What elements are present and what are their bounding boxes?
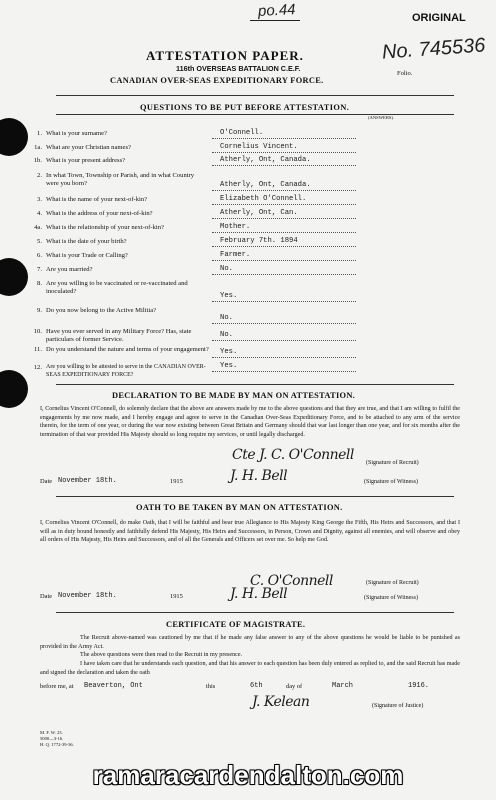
question-text: What is the date of your birth? (46, 238, 127, 245)
answer-text: Farmer. (220, 251, 251, 259)
question-number: 1b. (33, 157, 42, 164)
answer-line (212, 371, 356, 372)
oath-heading: OATH TO BE TAKEN BY MAN ON ATTESTATION. (136, 503, 343, 512)
original-label: ORIGINAL (412, 12, 466, 24)
folio-label: Folio. (397, 70, 413, 77)
witness-signature: J. H. Bell (230, 468, 288, 484)
question-text: Are you willing to be vaccinated or re-vaccinated and inoculated? (46, 280, 188, 295)
answer-text: Atherly, Ont, Canada. (220, 156, 311, 164)
certificate-body-3: I have taken care that he understands each question, and that his answer to each question has been duly entered as replied to, and the said Recruit has made and signed the declaration and taken the oath (40, 661, 460, 676)
question-text: Do you understand the nature and terms of your engagement? (46, 346, 209, 353)
day-of-label: day of (286, 683, 303, 690)
question-number: 1. (37, 130, 42, 137)
answer-text: No. (220, 265, 233, 273)
regimental-number: No. 745536 (381, 34, 487, 64)
question-number: 11. (34, 346, 42, 353)
oath-recruit-signature: C. O'Connell (250, 573, 333, 589)
justice-signature-label: (Signature of Justice) (372, 703, 424, 709)
form-code: M. F. W. 23. (40, 730, 63, 735)
answer-text: Elizabeth O'Connell. (220, 195, 307, 203)
question-text: What is your present address? (46, 157, 126, 164)
punch-hole (0, 258, 28, 296)
question-number: 4. (37, 210, 42, 217)
certificate-heading: CERTIFICATE OF MAGISTRATE. (166, 620, 306, 629)
form-codes (40, 730, 74, 748)
question-text: What is the name of your next-of-kin? (46, 196, 148, 203)
answer-text: February 7th. 1894 (220, 237, 298, 245)
divider (56, 114, 454, 115)
certificate-year: 1916. (408, 682, 430, 690)
battalion-stamp: 116th OVERSEAS BATTALION C.E.F. (176, 64, 301, 73)
ref-number: po.44 (257, 1, 296, 20)
page-title: ATTESTATION PAPER. (146, 48, 304, 63)
justice-signature: J. Kelean (252, 694, 310, 710)
question-text: What is the address of your next-of-kin? (46, 210, 153, 217)
declaration-body: I, Cornelius Vincent O'Connell, do solemnly declare that the above are answers made by me to the above questions and that they are true, and that I am willing to fulfil the engagements by me now made, and I hereby engage and agree to serve in the Canadian Over-Seas Expeditionary Force, and to be attached to any arm of the service therein, for the term of one year, or during the war now existing between Great Britain and Germany should that war last longer than one year, and for six months after the termination of that war provided His Majesty should so long require my services, or until legally discharged. (40, 406, 460, 438)
oath-witness-signature-label: (Signature of Witness) (364, 595, 418, 601)
oath-date-label: Date (40, 593, 53, 600)
question-number: 10. (33, 328, 42, 335)
witness-signature-label: (Signature of Witness) (364, 479, 418, 485)
force-name: CANADIAN OVER-SEAS EXPEDITIONARY FORCE. (110, 76, 324, 85)
question-text: Are you married? (46, 266, 93, 273)
oath-witness-signature: J. H. Bell (230, 586, 288, 602)
divider (56, 496, 454, 497)
answer-text: Atherly, Ont, Can. (220, 209, 298, 217)
question-number: 8. (37, 280, 42, 287)
watermark-text: ramaracardendalton.com (92, 760, 404, 790)
question-number: 1a. (34, 144, 42, 151)
answer-text: No. (220, 314, 233, 322)
question-number: 5. (37, 238, 42, 245)
certificate-day: 6th (250, 682, 263, 690)
question-number: 3. (37, 196, 42, 203)
before-label: before me, at (40, 683, 74, 690)
answer-line (212, 246, 356, 247)
question-text: Are you willing to be attested to serve in the CANADIAN OVER-SEAS EXPEDITIONARY FORCE? (46, 364, 206, 378)
answer-line (212, 218, 356, 219)
form-code: 5000—3-16. (40, 736, 64, 741)
answer-line (212, 274, 356, 275)
answers-label: (ANSWERS). (368, 115, 395, 120)
answer-text: No. (220, 331, 233, 339)
recruit-signature: Cte J. C. O'Connell (232, 447, 354, 463)
oath-body: I, Cornelius Vincent O'Connell, do make Oath, that I will be faithful and bear true Allegiance to His Majesty King George the Fifth, His Heirs and Successors, and that I will as in duty bound honestly and faithfully defend His Majesty, His Heirs and Successors, in Person, Crown and Dignity, against all enemies, and will observe and obey all orders of His Majesty, His Heirs and Successors, and of all the Generals and Officers set over me. So help me God. (40, 520, 460, 544)
answer-line (212, 152, 356, 153)
divider (56, 95, 454, 96)
question-number: 6. (37, 252, 42, 259)
certificate-body-1: The Recruit above-named was cautioned by me that if he made any false answer to any of the above questions he would be liable to be punished as provided in the Army Act. (40, 635, 460, 650)
declaration-date: November 18th. (58, 477, 117, 485)
answer-text: O'Connell. (220, 129, 264, 137)
answer-text: Mother. (220, 223, 251, 231)
question-text: What is the relationship of your next-of-kin? (46, 224, 164, 231)
question-number: 7. (37, 266, 42, 273)
question-text: Have you ever served in any Military Force? Has, state particulars of former Service. (46, 328, 192, 343)
date-label: Date (40, 478, 53, 485)
certificate-month: March (332, 682, 354, 690)
question-text: Do you now belong to the Active Militia? (46, 307, 157, 314)
this-label: this (206, 683, 216, 690)
answer-text: Yes. (220, 292, 238, 300)
answer-line (212, 260, 356, 261)
answer-text: Yes. (220, 348, 238, 356)
answer-line (212, 301, 356, 302)
ref-underline (250, 20, 300, 21)
divider (56, 384, 454, 385)
declaration-year: 1915 (170, 478, 183, 485)
punch-hole (0, 370, 28, 408)
answer-line (212, 204, 356, 205)
question-text: What are your Christian names? (46, 144, 131, 151)
answer-line (212, 165, 356, 166)
answer-line (212, 138, 356, 139)
question-text: In what Town, Township or Parish, and in what Country were you born? (46, 172, 195, 187)
declaration-heading: DECLARATION TO BE MADE BY MAN ON ATTESTATION. (112, 391, 356, 400)
question-text: What is your surname? (46, 130, 107, 137)
form-code: H. Q. 1772-39-36. (40, 742, 74, 747)
questions-heading: QUESTIONS TO BE PUT BEFORE ATTESTATION. (140, 103, 350, 112)
question-text: What is your Trade or Calling? (46, 252, 128, 259)
punch-hole (0, 118, 28, 156)
answer-text: Cornelius Vincent. (220, 143, 298, 151)
answer-line (212, 340, 356, 341)
question-number: 9. (37, 307, 42, 314)
certificate-place: Beaverton, Ont (84, 682, 143, 690)
question-number: 12. (33, 364, 42, 371)
oath-recruit-signature-label: (Signature of Recruit) (366, 580, 419, 586)
oath-date: November 18th. (58, 592, 117, 600)
answer-line (212, 357, 356, 358)
question-number: 2. (37, 172, 42, 179)
oath-year: 1915 (170, 593, 183, 600)
answer-text: Yes. (220, 362, 238, 370)
question-number: 4a. (34, 224, 42, 231)
divider (56, 612, 454, 613)
answer-text: Atherly, Ont, Canada. (220, 181, 311, 189)
answer-line (212, 323, 356, 324)
recruit-signature-label: (Signature of Recruit) (366, 460, 419, 466)
answer-line (212, 232, 356, 233)
certificate-body-2: The above questions were then read to the Recruit in my presence. (80, 652, 243, 658)
answer-line (212, 190, 356, 191)
